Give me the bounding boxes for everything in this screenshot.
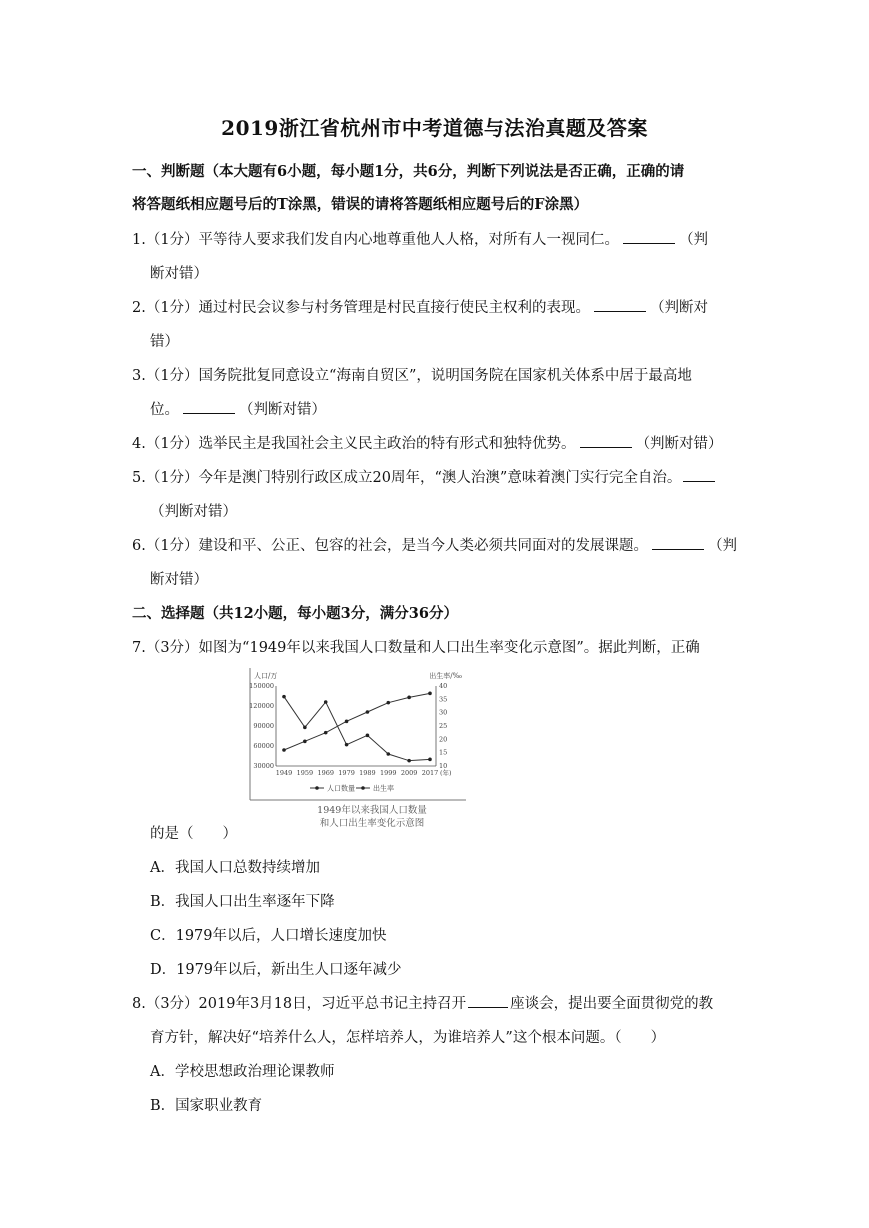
question-2-text: 2.（1分）通过村民会议参与村务管理是村民直接行使民主权利的表现。	[132, 300, 591, 316]
answer-blank-4[interactable]	[580, 433, 632, 448]
right-tick-label: 40	[439, 682, 448, 690]
question-4-text: 4.（1分）选举民主是我国社会主义民主政治的特有形式和独特优势。	[132, 436, 576, 452]
series-1-point	[407, 696, 411, 700]
option-7-a[interactable]: A．我国人口总数持续增加	[150, 860, 320, 876]
series-2-point	[345, 743, 349, 747]
right-axis-label: 出生率/‰	[429, 672, 462, 680]
chart-caption-line2: 和人口出生率变化示意图	[319, 818, 425, 829]
answer-blank-6[interactable]	[652, 535, 704, 550]
x-tick-label: 1979	[338, 769, 355, 777]
page-title: 2019浙江省杭州市中考道德与法治真题及答案	[221, 116, 648, 140]
x-tick-label: 1999	[380, 769, 397, 777]
question-1-suffix: （判	[679, 232, 709, 248]
right-tick-label: 30	[439, 708, 448, 717]
question-6-suffix: （判	[708, 538, 738, 554]
question-7-stem: 7.（3分）如图为“1949年以来我国人口数量和人口出生率变化示意图”。据此判断，正确	[132, 640, 700, 656]
series-1-point	[324, 731, 328, 735]
right-tick-label: 20	[439, 735, 448, 744]
series-2-point	[282, 695, 286, 699]
left-tick-label: 150000	[249, 682, 274, 690]
series-1-point	[303, 740, 307, 744]
legend-marker-1	[315, 786, 319, 790]
section1-heading-line1: 一、判断题（本大题有6小题，每小题1分，共6分，判断下列说法是否正确，正确的请	[132, 163, 685, 180]
question-5-cont: （判断对错）	[150, 504, 237, 520]
series-2-point	[303, 726, 307, 730]
question-8-stem	[132, 992, 713, 1013]
left-tick-label: 90000	[253, 722, 274, 730]
option-7-c[interactable]: C．1979年以后，人口增长速度加快	[150, 928, 387, 944]
answer-blank-2[interactable]	[594, 297, 646, 312]
question-1	[132, 228, 708, 249]
legend-label-2: 出生率	[373, 784, 394, 793]
left-tick-label: 30000	[253, 762, 274, 770]
section1-heading-line2: 将答题纸相应题号后的T涂黑，错误的请将答题纸相应题号后的F涂黑）	[132, 196, 589, 213]
right-tick-label: 15	[439, 748, 448, 757]
question-6-cont: 断对错）	[150, 572, 208, 588]
option-8-a[interactable]: A．学校思想政治理论课教师	[150, 1064, 335, 1080]
series-2-point	[324, 700, 328, 704]
question-1-cont: 断对错）	[150, 266, 208, 282]
series-1-point	[428, 692, 432, 696]
option-7-b[interactable]: B．我国人口出生率逐年下降	[150, 894, 335, 910]
question-2-suffix: （判断对	[650, 300, 709, 316]
series-1-point	[282, 748, 286, 752]
answer-blank-5[interactable]	[683, 467, 715, 482]
question-4-suffix: （判断对错）	[635, 436, 723, 452]
question-8-text-b: 座谈会，提出要全面贯彻党的教	[510, 996, 714, 1012]
x-tick-label: 1959	[296, 769, 314, 777]
question-5	[132, 466, 717, 487]
series-2-point	[386, 752, 390, 756]
series-1-point	[345, 720, 349, 724]
section2-heading: 二、选择题（共12小题，每小题3分，满分36分）	[132, 605, 458, 622]
left-tick-label: 60000	[253, 742, 274, 750]
x-tick-label: 2017	[421, 769, 439, 777]
option-8-b[interactable]: B．国家职业教育	[150, 1098, 263, 1114]
x-tick-label: 1969	[317, 769, 334, 777]
chart-caption	[292, 804, 452, 830]
x-tick-label: 1949	[275, 769, 293, 777]
legend-label-1: 人口数量	[327, 784, 355, 793]
question-2	[132, 296, 708, 317]
x-tick-label: 1989	[359, 769, 376, 777]
answer-blank-3[interactable]	[183, 399, 235, 414]
legend-marker-2	[361, 786, 365, 790]
right-tick-label: 10	[439, 762, 448, 770]
chart-caption-line1: 1949年以来我国人口数量	[317, 805, 427, 816]
question-7-tail: 的是（ ）	[150, 826, 237, 842]
series-1-point	[366, 710, 370, 714]
right-tick-label: 25	[439, 722, 448, 730]
question-6-text: 6.（1分）建设和平、公正、包容的社会，是当今人类必须共同面对的发展课题。	[132, 538, 649, 554]
series-1-point	[386, 701, 390, 705]
question-8-stem-cont: 育方针，解决好“培养什么人，怎样培养人，为谁培养人”这个根本问题。（ ）	[150, 1030, 666, 1046]
question-5-text: 5.（1分）今年是澳门特别行政区成立20周年，“澳人治澳”意味着澳门实行完全自治。	[132, 470, 682, 486]
question-6	[132, 534, 737, 555]
answer-blank-1[interactable]	[623, 229, 675, 244]
x-unit-label: (年)	[440, 769, 452, 777]
question-3-suffix: （判断对错）	[239, 402, 326, 418]
series-2-point	[407, 759, 411, 763]
right-tick-label: 35	[439, 695, 448, 704]
answer-blank-8[interactable]	[468, 993, 508, 1008]
question-3-cont	[150, 398, 326, 419]
left-tick-label: 120000	[249, 702, 274, 710]
series-2-point	[366, 734, 370, 738]
question-3: 3.（1分）国务院批复同意设立“海南自贸区”，说明国务院在国家机关体系中居于最高地	[132, 368, 692, 384]
question-8-text: 8.（3分）2019年3月18日，习近平总书记主持召开	[132, 996, 467, 1012]
option-7-d[interactable]: D．1979年以后，新出生人口逐年减少	[150, 962, 402, 978]
question-2-cont: 错）	[150, 334, 179, 350]
x-tick-label: 2009	[400, 769, 418, 777]
question-4	[132, 432, 723, 453]
population-chart-figure	[248, 662, 468, 840]
left-axis-label: 人口/万	[254, 672, 278, 680]
question-1-text: 1.（1分）平等待人要求我们发自内心地尊重他人人格，对所有人一视同仁。	[132, 232, 620, 248]
series-2-point	[428, 758, 432, 762]
question-3-cont-text: 位。	[150, 402, 179, 418]
